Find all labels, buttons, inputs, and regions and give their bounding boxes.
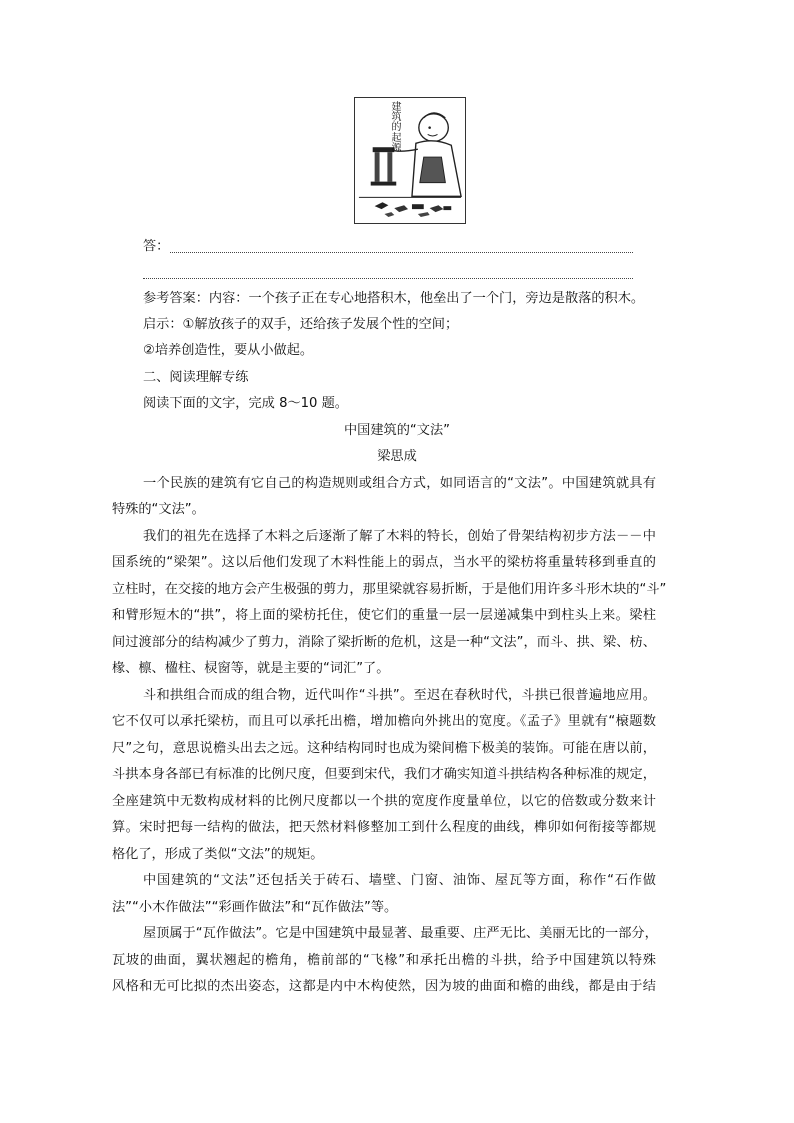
paragraph-line: 一个民族的建筑有它自己的构造规则或组合方式，如同语言的“文法”。中国建筑就具有 (143, 476, 656, 491)
article-author: 梁思成 (377, 449, 417, 464)
hint-1: 启示：①解放孩子的双手，还给孩子发展个性的空间； (143, 317, 459, 332)
paragraph-line: 格化了，形成了类似“文法”的规矩。 (112, 847, 324, 862)
paragraph-line: 我们的祖先在选择了木料之后逐渐了解了木料的特长，创始了骨架结构初步方法－－中 (143, 529, 656, 544)
section-heading: 二、阅读理解专练 (143, 370, 249, 385)
paragraph-line: 国系统的“梁架”。这以后他们发现了木料性能上的弱点，当水平的梁枋将重量转移到垂直的 (112, 555, 656, 570)
paragraph-line: 斗拱本身各部已有标准的比例尺度，但要到宋代，我们才确实知道斗拱结构各种标准的规定， (112, 767, 656, 782)
paragraph-line: 算。宋时把每一结构的做法，把天然材料修整加工到什么程度的曲线，榫卯如何衔接等都规 (112, 820, 656, 835)
hint-2: ②培养创造性，要从小做起。 (143, 343, 314, 358)
cartoon-caption-col1: 建筑的 (389, 101, 400, 131)
answer-blank-line-1 (170, 252, 633, 253)
cartoon-caption-col2: 起源 (389, 132, 400, 152)
paragraph-line: 尺”之句，意思说檐头出去之远。这种结构同时也成为梁间檐下极美的装饰。可能在唐以前， (112, 741, 656, 756)
paragraph-line: 和臂形短木的“拱”，将上面的梁枋托住，使它们的重量一层一层递减集中到柱头上来。梁柱 (112, 608, 656, 623)
answer-label: 答： (143, 239, 170, 254)
paragraph-line: 屋顶属于“瓦作做法”。它是中国建筑中最显著、最重要、庄严无比、美丽无比的一部分， (143, 926, 658, 941)
paragraph-line: 风格和无可比拟的杰出姿态，这都是内中木构使然，因为坡的曲面和檐的曲线，都是由于结 (112, 979, 656, 994)
paragraph-line: 它不仅可以承托梁枋，而且可以承托出檐，增加檐向外挑出的宽度。《孟子》里就有“榱题数 (112, 714, 656, 729)
article-title: 中国建筑的“文法” (344, 423, 450, 438)
paragraph-line: 立柱时，在交接的地方会产生极强的剪力，那里梁就容易折断，于是他们用许多斗形木块的“斗” (112, 582, 667, 597)
paragraph-line: 特殊的“文法”。 (112, 502, 205, 517)
cartoon-illustration (354, 97, 466, 224)
cartoon-caption (389, 101, 399, 152)
paragraph-line: 法”“小木作做法”“彩画作做法”和“瓦作做法”等。 (112, 900, 398, 915)
instruction: 阅读下面的文字，完成 8～10 题。 (143, 396, 348, 411)
answer-blank-line-2 (143, 278, 633, 279)
paragraph-line: 中国建筑的“文法”还包括关于砖石、墙壁、门窗、油饰、屋瓦等方面，称作“石作做 (143, 873, 656, 888)
child-building-blocks-drawing (355, 98, 465, 223)
paragraph-line: 全座建筑中无数构成材料的比例尺度都以一个拱的宽度作度量单位，以它的倍数或分数来计 (112, 794, 656, 809)
paragraph-line: 瓦坡的曲面，翼状翘起的檐角，檐前部的“飞椽”和承托出檐的斗拱，给予中国建筑以特殊 (112, 953, 656, 968)
answer-key: 参考答案：内容：一个孩子正在专心地搭积木，他垒出了一个门，旁边是散落的积木。 (143, 291, 645, 306)
paragraph-line: 斗和拱组合而成的组合物，近代叫作“斗拱”。至迟在春秋时代，斗拱已很普遍地应用。 (143, 688, 656, 703)
paragraph-line: 间过渡部分的结构减少了剪力，消除了梁折断的危机，这是一种“文法”，而斗、拱、梁、枋、 (112, 635, 656, 650)
paragraph-line: 椽、檩、楹柱、棂窗等，就是主要的“词汇”了。 (112, 661, 390, 676)
